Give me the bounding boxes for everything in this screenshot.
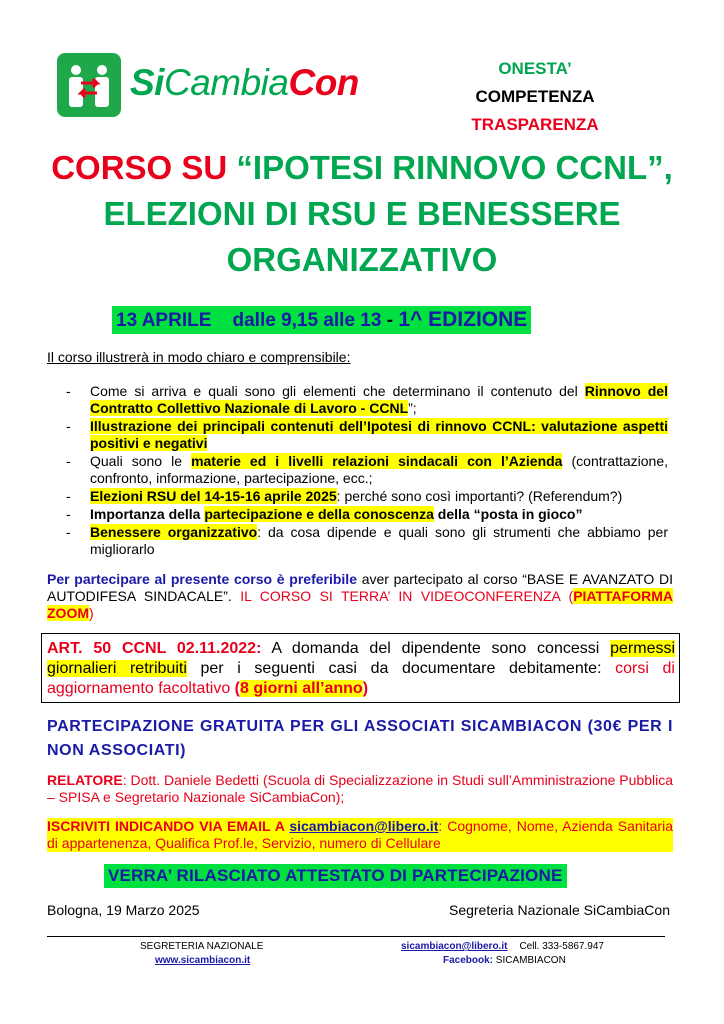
logo-si: Si (130, 62, 164, 103)
enroll-label: ISCRIVITI INDICANDO VIA EMAIL A (47, 818, 290, 834)
footer-contacts (401, 941, 604, 952)
bullet-text: ”; (408, 400, 417, 416)
bullet-highlight: materie ed i livelli relazioni sindacali con l’Azienda (191, 453, 563, 469)
edition: 1^ EDIZIONE (398, 308, 528, 331)
bullet-text: Come si arriva e quali sono gli elementi che determinano il contenuto del (90, 383, 585, 399)
logo-cambia: Cambia (163, 62, 289, 103)
bullet-highlight: Benessere organizzativo (90, 524, 258, 540)
motto-transparency: TRASPARENZA (471, 115, 599, 134)
footer-cell: Cell. 333-5867.947 (519, 941, 604, 952)
speaker (47, 772, 673, 806)
facebook-label: Facebook: (443, 955, 494, 966)
footer-email-link[interactable]: sicambiacon@libero.it (401, 941, 508, 952)
speaker-label: RELATORE (47, 772, 123, 788)
title-part1: CORSO SU (51, 149, 228, 186)
article-text-a: A domanda del dipendente sono concessi (261, 640, 611, 657)
enrollment (47, 818, 673, 852)
motto (455, 55, 615, 139)
prereq-platform: PIATTAFORMA ZOOM (47, 588, 673, 621)
bullet-highlight: Elezioni RSU del 14-15-16 aprile 2025 (90, 488, 337, 504)
logo-icon (57, 53, 121, 117)
free-participation: PARTECIPAZIONE GRATUITA PER GLI ASSOCIATI SICAMBIACON (30€ PER I NON ASSOCIATI) (47, 718, 673, 759)
motto-competence: COMPETENZA (475, 87, 595, 106)
place-date: Bologna, 19 Marzo 2025 (47, 902, 200, 918)
logo-con: Con (288, 62, 359, 103)
bullet-text: Importanza della (90, 506, 205, 522)
prerequisite-note (47, 571, 673, 622)
footer-facebook (443, 955, 566, 966)
bullet-text: (contrattazione, confronto, informazione, partecipazione, ecc.; (90, 453, 669, 486)
bullet-highlight: Illustrazione dei principali contenuti dell’Ipotesi di rinnovo CCNL: valutazione aspetti positivi e negativi (90, 418, 668, 451)
article-courses: corsi di aggiornamento facoltativo (47, 660, 675, 697)
title-part2: “IPOTESI RINNOVO CCNL”, ELEZIONI DI RSU E BENESSERE ORGANIZZATIVO (103, 149, 673, 278)
date-line (112, 306, 531, 334)
prereq-text: aver partecipato al corso “BASE E AVANZATO DI AUTODIFESA SINDACALE”. (47, 571, 673, 604)
website-link[interactable]: www.sicambiacon.it (155, 955, 251, 966)
footer-divider (47, 936, 665, 937)
list-item (64, 524, 668, 558)
bullet-highlight: partecipazione e della conoscenza (204, 506, 434, 522)
list-item (64, 488, 668, 505)
certificate-note: VERRA’ RILASCIATO ATTESTATO DI PARTECIPAZIONE (104, 864, 567, 888)
course-date: 13 APRILE dalle 9,15 alle 13 (116, 310, 382, 331)
list-item (64, 506, 668, 523)
logo-wordmark (130, 62, 359, 104)
secretariat-signature: Segreteria Nazionale SiCambiaCon (448, 902, 670, 918)
article-text-b: per i seguenti casi da documentare debitamente: (186, 660, 616, 677)
prereq-videoconf: IL CORSO SI TERRA’ IN VIDEOCONFERENZA ( (231, 588, 574, 604)
bullet-text: : perché sono così importanti? (Referendum?) (336, 488, 623, 504)
article-days: 8 giorni all’anno (240, 680, 363, 697)
page-title (20, 145, 704, 283)
bullet-text: della “posta in gioco” (433, 506, 583, 522)
article-ref: ART. 50 CCNL 02.11.2022: (47, 640, 262, 657)
speaker-text: : Dott. Daniele Bedetti (Scuola di Specializzazione in Studi sull’Amministrazione Pubblica – SPISA e Segretario Nazionale SiCambiaCon); (47, 772, 673, 805)
footer-org: SEGRETERIA NAZIONALE (140, 941, 264, 952)
date-separator: - (381, 310, 399, 331)
bullet-text: Quali sono le (90, 453, 192, 469)
article-text (47, 639, 675, 699)
enroll-email-link[interactable]: sicambiacon@libero.it (289, 818, 439, 834)
article-highlight: permessi giornalieri retribuiti (47, 640, 676, 677)
list-item (64, 383, 668, 417)
facebook-value: SICAMBIACON (493, 955, 566, 966)
bullet-highlight: Rinnovo del Contratto Collettivo Nazionale di Lavoro - CCNL (90, 383, 668, 416)
topics-list (64, 383, 668, 559)
prereq-blue: Per partecipare al presente corso è preferibile (47, 571, 357, 587)
footer-website (155, 955, 250, 966)
motto-honesty: ONESTA’ (498, 59, 572, 78)
prereq-close: ) (89, 605, 94, 621)
article-paren: ) (362, 680, 369, 697)
list-item (64, 453, 668, 487)
article-paren: ( (230, 680, 241, 697)
list-item (64, 418, 668, 452)
enroll-text: : Cognome, Nome, Azienda Sanitaria di appartenenza, Qualifica Prof.le, Servizio, numero di Cellulare (47, 818, 673, 851)
intro-text: Il corso illustrerà in modo chiaro e comprensibile: (47, 349, 351, 365)
bullet-text: : da cosa dipende e quali sono gli strumenti che abbiamo per migliorarlo (90, 524, 668, 557)
